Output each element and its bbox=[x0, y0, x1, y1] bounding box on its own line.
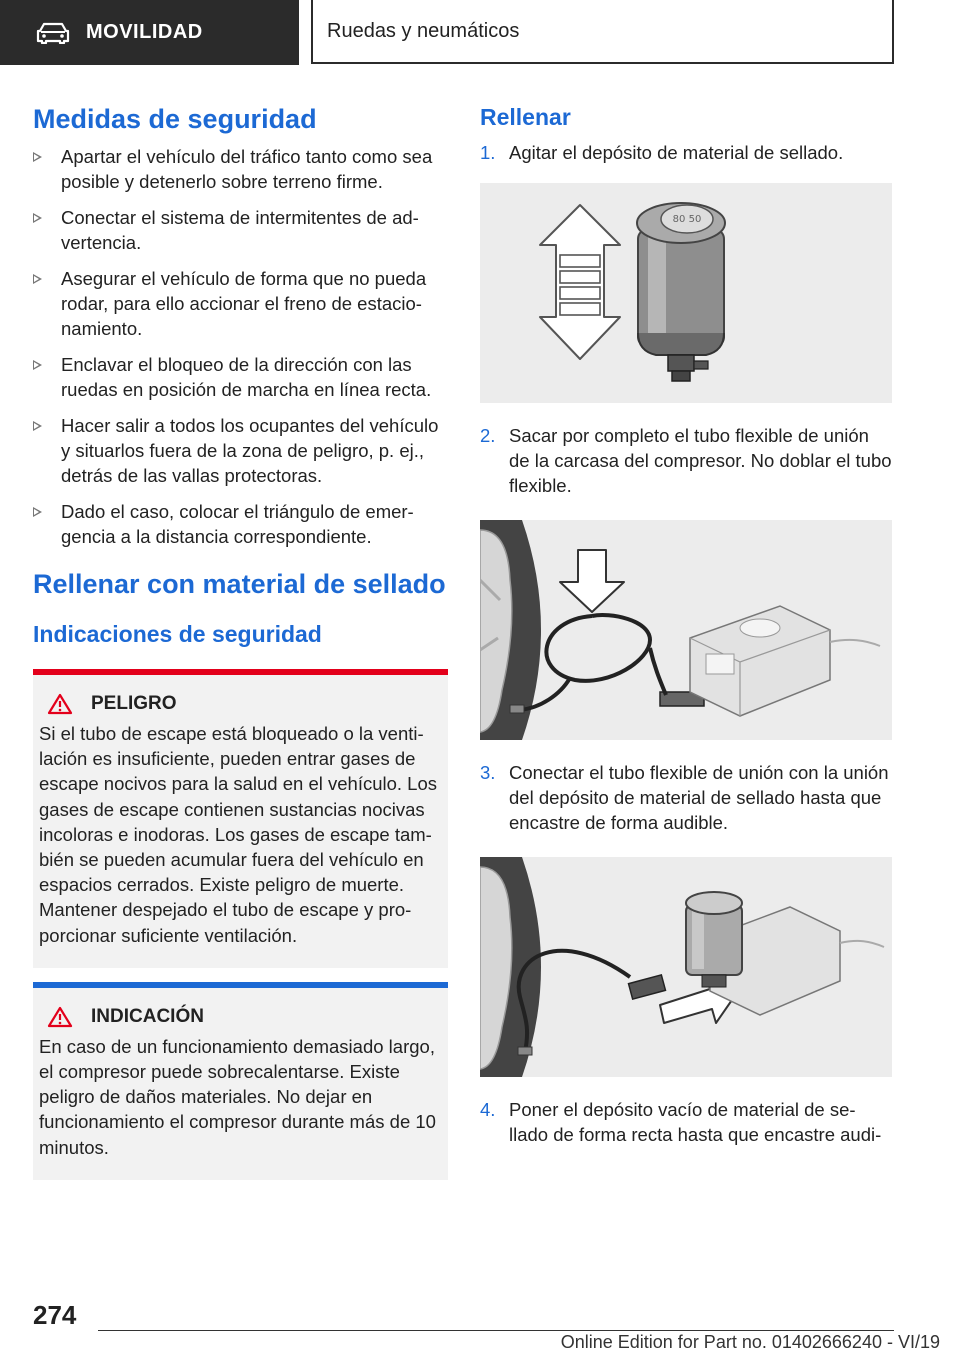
list-item: Apartar el vehículo del tráfico tanto como sea posible y detenerlo sobre terreno firme. bbox=[33, 144, 448, 194]
fill-title: Rellenar bbox=[480, 104, 571, 130]
connect-hose-illustration bbox=[480, 857, 892, 1077]
step-3 bbox=[480, 760, 892, 835]
figure-shake-bottle bbox=[480, 183, 892, 403]
danger-box bbox=[33, 669, 448, 968]
breadcrumb-label: Ruedas y neumáticos bbox=[327, 19, 520, 42]
note-title: INDICACIÓN bbox=[91, 1005, 204, 1027]
list-item: Enclavar el bloqueo de la dirección con las ruedas en posición de marcha en línea recta. bbox=[33, 352, 448, 402]
note-text: En caso de un funcionamiento demasiado largo, el compresor puede sobrecalentarse. Existe peligro de daños materiales. No dejar en funcionamiento el compresor durante más de 10 minutos. bbox=[39, 1035, 436, 1158]
step-2 bbox=[480, 423, 892, 498]
step-4 bbox=[480, 1097, 892, 1147]
bullet-triangle-icon bbox=[33, 213, 42, 223]
step-text: Agitar el depósito de material de sellado. bbox=[509, 142, 844, 163]
safety-list bbox=[33, 144, 448, 549]
bullet-triangle-icon bbox=[33, 274, 42, 284]
note-heading bbox=[39, 1006, 438, 1028]
svg-text:80 50: 80 50 bbox=[672, 214, 702, 225]
figure-pull-hose bbox=[480, 520, 892, 740]
danger-text: Si el tubo de escape está bloqueado o la venti- lación es insuficiente, pueden entrar gases de escape nocivos para la salud en el vehículo. Los gases de escape contienen sustancias nocivas incoloras e inodoras. Los gases de escape tam- bién se pueden acumular fuera del vehículo en espacios cerrados. Existe peligro de muerte. Mantener despejado el tubo de escape y pro- porcionar suficiente ventilación. bbox=[39, 723, 438, 946]
right-column bbox=[480, 100, 892, 1147]
pull-hose-illustration bbox=[480, 520, 892, 740]
bullet-triangle-icon bbox=[33, 152, 42, 162]
step-number: 1. bbox=[480, 142, 496, 163]
list-item: Conectar el sistema de intermitentes de ad- vertencia. bbox=[33, 205, 448, 255]
warning-triangle-icon bbox=[47, 1006, 73, 1028]
safety-title: Medidas de seguridad bbox=[33, 104, 317, 134]
left-column bbox=[33, 100, 448, 1180]
shake-bottle-illustration bbox=[480, 183, 892, 403]
list-item: Asegurar el vehículo de forma que no pueda rodar, para ello accionar el freno de estacio- namiento. bbox=[33, 266, 448, 341]
edition-note: Online Edition for Part no. 01402666240 - VI/19 bbox=[560, 1332, 940, 1352]
step-number: 2. bbox=[480, 425, 496, 446]
note-box bbox=[33, 982, 448, 1180]
figure-connect-hose bbox=[480, 857, 892, 1077]
bullet-triangle-icon bbox=[33, 421, 42, 431]
list-item: Dado el caso, colocar el triángulo de emer- gencia a la distancia correspondiente. bbox=[33, 499, 448, 549]
step-1 bbox=[480, 140, 892, 165]
sealant-subtitle: Indicaciones de seguridad bbox=[33, 621, 322, 647]
warning-triangle-icon bbox=[47, 693, 73, 715]
car-icon bbox=[36, 22, 70, 44]
danger-heading bbox=[39, 693, 438, 715]
list-item: Hacer salir a todos los ocupantes del vehículo y situarlos fuera de la zona de peligro, p. ej., detrás de las vallas protectoras. bbox=[33, 413, 448, 488]
step-text: Conectar el tubo flexible de unión con la unión del depósito de material de sellado hasta que encastre de forma audible. bbox=[509, 762, 889, 833]
section-tab[interactable] bbox=[0, 0, 299, 65]
breadcrumb[interactable] bbox=[311, 0, 894, 64]
step-text: Poner el depósito vacío de material de se- llado de forma recta hasta que encastre audi- bbox=[509, 1099, 882, 1145]
sealant-title: Rellenar con material de sellado bbox=[33, 569, 446, 599]
step-text: Sacar por completo el tubo flexible de unión de la carcasa del compresor. No doblar el tubo flexible. bbox=[509, 425, 892, 496]
bullet-triangle-icon bbox=[33, 507, 42, 517]
step-number: 3. bbox=[480, 762, 496, 783]
footer-divider bbox=[98, 1330, 894, 1331]
step-number: 4. bbox=[480, 1099, 496, 1120]
section-label: MOVILIDAD bbox=[86, 21, 203, 43]
bullet-triangle-icon bbox=[33, 360, 42, 370]
page-number: 274 bbox=[33, 1300, 77, 1330]
danger-title: PELIGRO bbox=[91, 693, 177, 714]
